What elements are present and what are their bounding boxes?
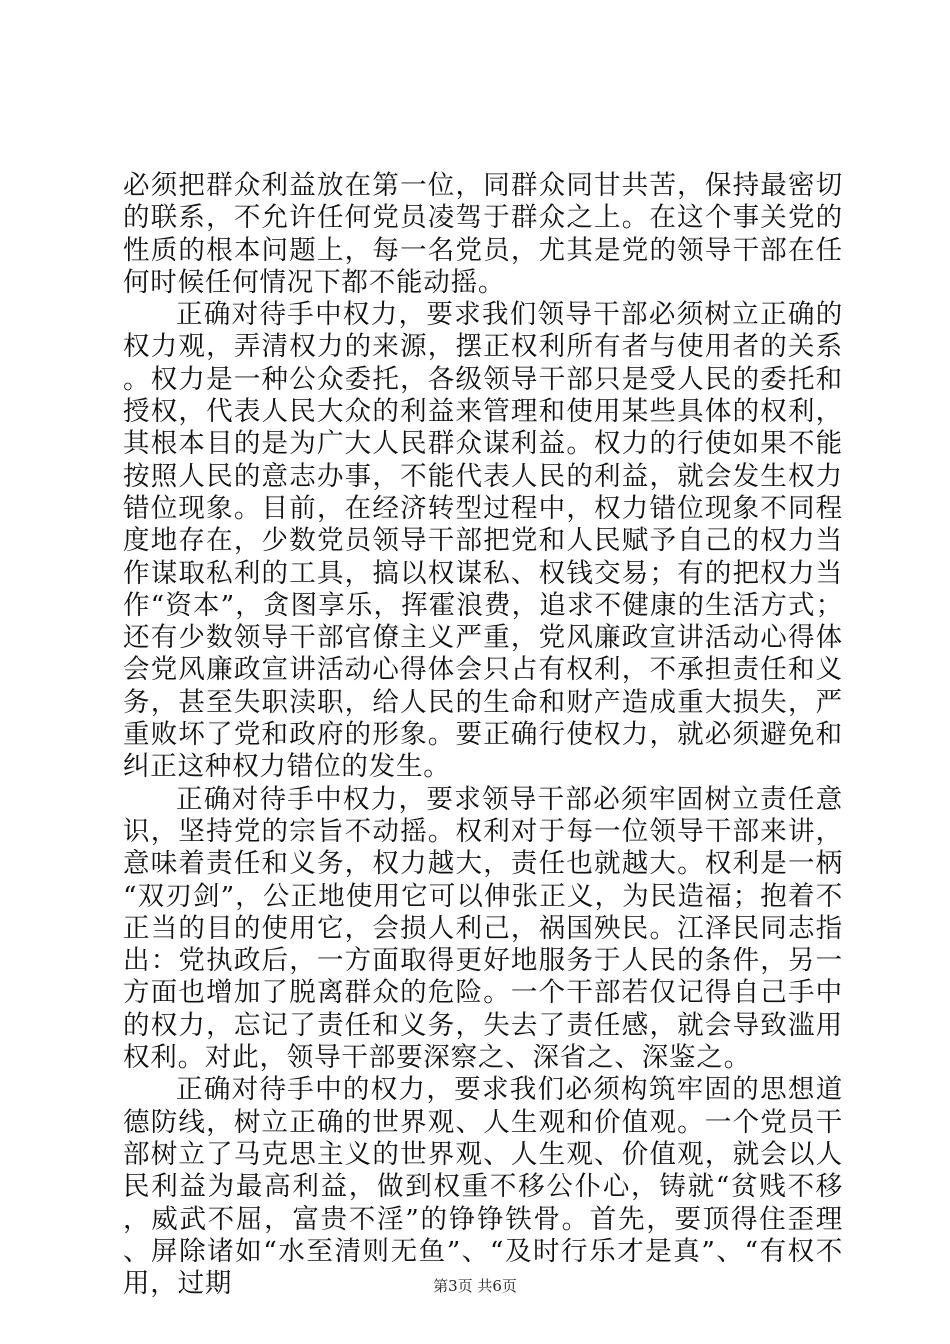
paragraph-continuation: 必须把群众利益放在第一位，同群众同甘共苦，保持最密切的联系，不允许任何党员凌驾于群众之上。在这个事关党的性质的根本问题上，每一名党员，尤其是党的领导干部在任何时候任何情况下都不能动摇。 (123, 170, 843, 298)
paragraph-moral-defense: 正确对待手中的权力，要求我们必须构筑牢固的思想道德防线，树立正确的世界观、人生观和价值观。一个党员干部树立了马克思主义的世界观、人生观、价值观，就会以人民利益为最高利益，做到权重不移公仆心，铸就“贫贱不移，威武不屈，富贵不淫”的铮铮铁骨。首先，要顶得住歪理、屏除诸如“水至清则无鱼”、“及时行乐才是真”、“有权不用，过期 (123, 1074, 843, 1300)
body-text (123, 170, 843, 1300)
paragraph-power-concept: 正确对待手中权力，要求我们领导干部必须树立正确的权力观，弄清权力的来源，摆正权利所有者与使用者的关系。权力是一种公众委托，各级领导干部只是受人民的委托和授权，代表人民大众的利益来管理和使用某些具体的权利，其根本目的是为广大人民群众谋利益。权力的行使如果不能按照人民的意志办事，不能代表人民的利益，就会发生权力错位现象。目前，在经济转型过程中，权力错位现象不同程度地存在，少数党员领导干部把党和人民赋予自己的权力当作谋取私利的工具，搞以权谋私、权钱交易；有的把权力当作“资本”，贪图享乐，挥霍浪费，追求不健康的生活方式；还有少数领导干部官僚主义严重，党风廉政宣讲活动心得体会党风廉政宣讲活动心得体会只占有权利，不承担责任和义务，甚至失职渎职，给人民的生命和财产造成重大损失，严重败坏了党和政府的形象。要正确行使权力，就必须避免和纠正这种权力错位的发生。 (123, 299, 843, 783)
paragraph-responsibility: 正确对待手中权力，要求领导干部必须牢固树立责任意识，坚持党的宗旨不动摇。权利对于每一位领导干部来讲，意味着责任和义务，权力越大，责任也就越大。权利是一柄“双刃剑”，公正地使用它可以伸张正义，为民造福；抱着不正当的目的使用它，会损人利己，祸国殃民。江泽民同志指出：党执政后，一方面取得更好地服务于人民的条件，另一方面也增加了脱离群众的危险。一个干部若仅记得自己手中的权力，忘记了责任和义务，失去了责任感，就会导致滥用权利。对此，领导干部要深察之、深省之、深鉴之。 (123, 783, 843, 1074)
page-footer (0, 1277, 950, 1295)
page-number: 第3页 共6页 (433, 1277, 517, 1295)
